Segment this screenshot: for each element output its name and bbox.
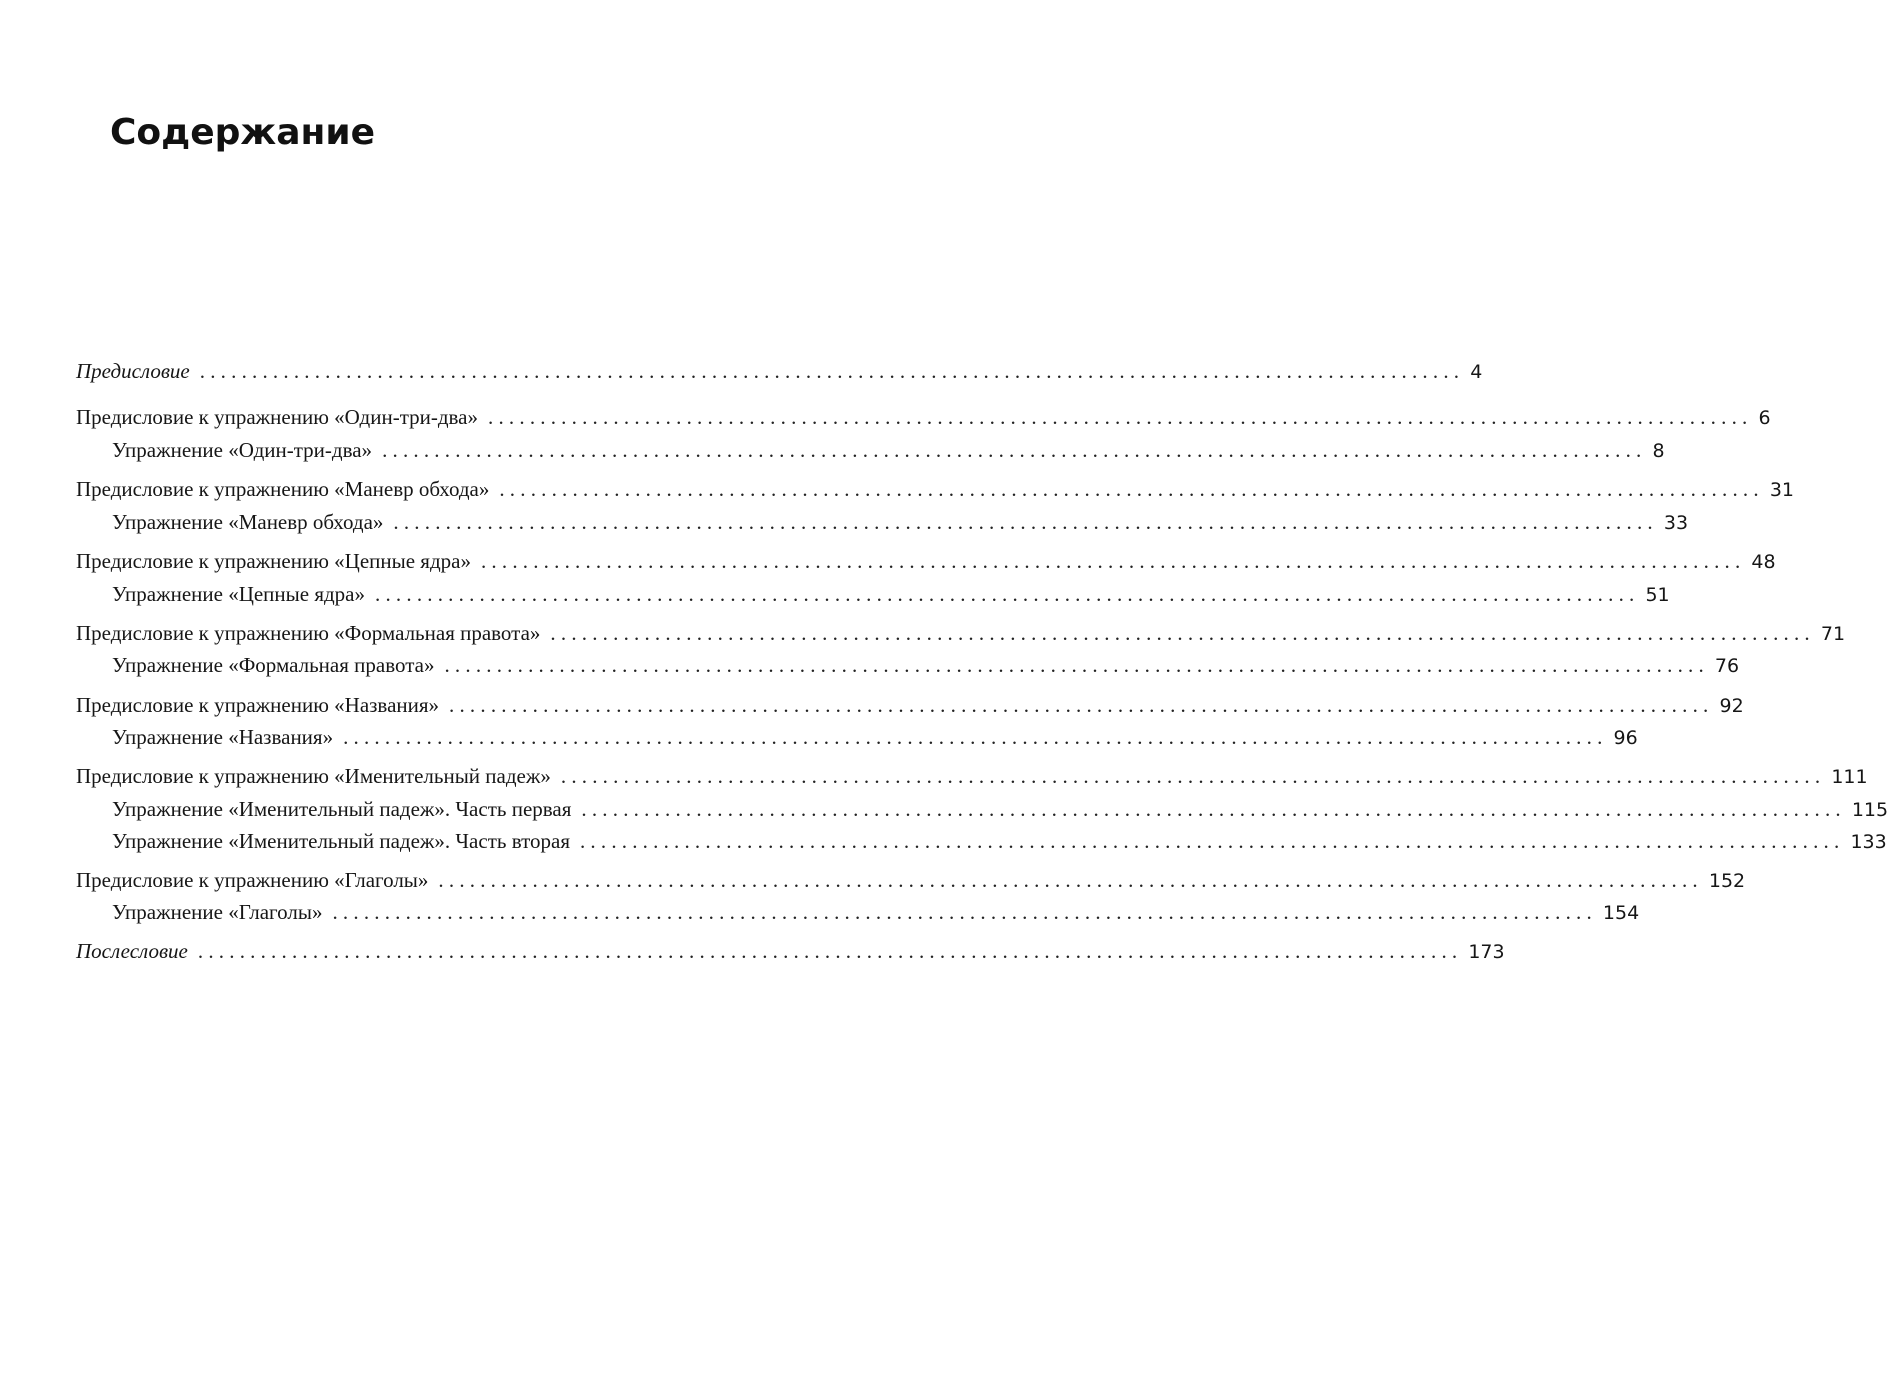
toc-entry-label: Предисловие к упражнению «Именительный падеж»	[76, 764, 551, 788]
toc-entry-preface-chain-shot[interactable]	[76, 548, 1776, 575]
toc-entry-page: 115	[1851, 799, 1888, 821]
toc-entry-label: Предисловие к упражнению «Названия»	[76, 693, 440, 717]
dot-leader: .........................................................................................................................	[343, 725, 1608, 749]
toc-entry-label: Упражнение «Один-три-два»	[112, 438, 373, 462]
dot-leader: .........................................................................................................................	[480, 549, 1746, 573]
toc-entry-page: 48	[1751, 551, 1776, 573]
toc-entry-label: Предисловие к упражнению «Один-три-два»	[76, 405, 479, 429]
dot-leader: .........................................................................................................................	[488, 405, 1753, 429]
dot-leader: .........................................................................................................................	[560, 764, 1826, 788]
toc-entry-exercise-formal-rightness[interactable]	[112, 652, 1740, 679]
toc-entry-page: 92	[1719, 695, 1744, 717]
toc-entry-label: Предисловие	[76, 359, 190, 383]
toc-entry-label: Упражнение «Именительный падеж». Часть вторая	[112, 829, 570, 853]
dot-leader: .........................................................................................................................	[499, 477, 1764, 501]
dot-leader: .........................................................................................................................	[382, 438, 1647, 462]
dot-leader: .........................................................................................................................	[199, 359, 1465, 383]
toc-entry-label: Упражнение «Глаголы»	[112, 900, 323, 924]
toc-entry-label: Упражнение «Названия»	[112, 725, 334, 749]
dot-leader: .........................................................................................................................	[197, 939, 1463, 963]
toc-entry-exercise-names[interactable]	[112, 724, 1638, 751]
toc-entry-afterword[interactable]	[76, 938, 1505, 965]
toc-entry-page: 96	[1613, 727, 1638, 749]
toc-entry-page: 111	[1831, 766, 1868, 788]
toc-entry-label: Упражнение «Цепные ядра»	[112, 582, 366, 606]
toc-entry-preface-nominative-case[interactable]	[76, 763, 1868, 790]
toc-entry-exercise-chain-shot[interactable]	[112, 581, 1670, 608]
dot-leader: .........................................................................................................................	[449, 693, 1714, 717]
toc-entry-label: Упражнение «Маневр обхода»	[112, 510, 384, 534]
toc-entry-preface-names[interactable]	[76, 692, 1744, 719]
toc-entry-exercise-nominative-case-part-one[interactable]	[112, 796, 1888, 823]
dot-leader: .........................................................................................................................	[581, 797, 1846, 821]
toc-entry-page: 6	[1758, 407, 1771, 429]
toc-entry-page: 51	[1645, 584, 1670, 606]
toc-entry-preface-bypass-maneuver[interactable]	[76, 476, 1794, 503]
page-title: Содержание	[110, 112, 376, 153]
toc-entry-page: 8	[1652, 440, 1665, 462]
dot-leader: .........................................................................................................................	[438, 868, 1703, 892]
toc-entry-label: Предисловие к упражнению «Маневр обхода»	[76, 477, 490, 501]
toc-entry-page: 173	[1468, 941, 1505, 963]
dot-leader: .........................................................................................................................	[375, 582, 1640, 606]
toc-entry-label: Упражнение «Формальная правота»	[112, 653, 435, 677]
toc-entry-page: 31	[1769, 479, 1794, 501]
dot-leader: .........................................................................................................................	[579, 829, 1845, 853]
dot-leader: .........................................................................................................................	[550, 621, 1815, 645]
toc-entry-preface-verbs[interactable]	[76, 867, 1746, 894]
toc-entry-page: 154	[1602, 902, 1640, 924]
toc-entry-preface[interactable]	[76, 358, 1483, 385]
toc-entry-page: 133	[1850, 831, 1887, 853]
toc-entry-exercise-one-three-two[interactable]	[112, 437, 1665, 464]
toc-entry-page: 33	[1663, 512, 1689, 534]
toc-entry-preface-one-three-two[interactable]	[76, 404, 1771, 431]
toc-entry-label: Упражнение «Именительный падеж». Часть первая	[112, 797, 572, 821]
toc-entry-page: 4	[1470, 361, 1483, 383]
toc-entry-label: Послесловие	[76, 939, 188, 963]
toc-entry-exercise-bypass-maneuver[interactable]	[112, 509, 1689, 536]
toc-entry-page: 152	[1708, 870, 1746, 892]
toc-entry-preface-formal-rightness[interactable]	[76, 620, 1846, 647]
toc-entry-label: Предисловие к упражнению «Цепные ядра»	[76, 549, 471, 573]
toc-entry-exercise-nominative-case-part-two[interactable]	[112, 828, 1887, 855]
dot-leader: .........................................................................................................................	[393, 510, 1658, 534]
toc-entry-label: Предисловие к упражнению «Формальная правота»	[76, 621, 541, 645]
toc-entry-page: 71	[1820, 623, 1846, 645]
dot-leader: .........................................................................................................................	[332, 900, 1597, 924]
dot-leader: .........................................................................................................................	[444, 653, 1709, 677]
toc-entry-exercise-verbs[interactable]	[112, 899, 1640, 926]
toc-entry-label: Предисловие к упражнению «Глаголы»	[76, 868, 429, 892]
toc-entry-page: 76	[1714, 655, 1740, 677]
